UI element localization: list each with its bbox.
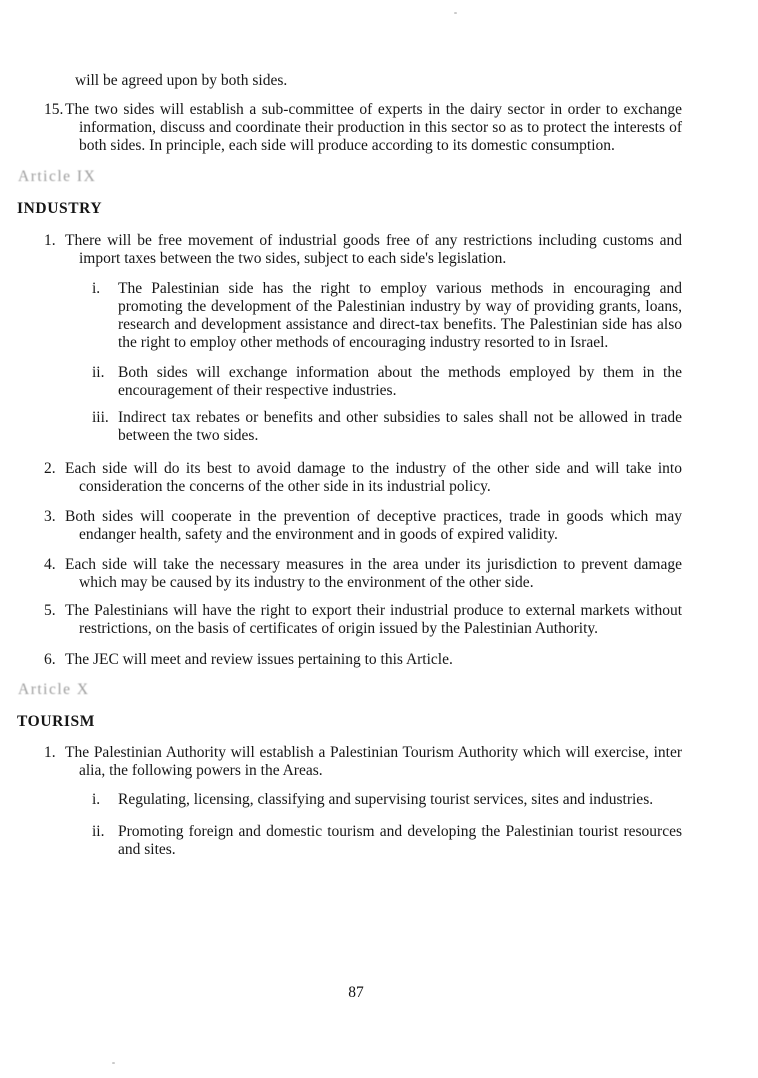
item-marker: 1. <box>44 232 56 249</box>
tourism-item-1 <box>44 744 682 780</box>
item-text: Regulating, licensing, classifying and supervising tourist services, sites and industries. <box>118 791 654 808</box>
item-marker: ii. <box>92 823 105 840</box>
page-number: 87 <box>348 984 364 1001</box>
industry-item-5 <box>44 602 682 638</box>
item-text: Promoting foreign and domestic tourism and developing the Palestinian tourist resources and sites. <box>118 823 682 858</box>
item-marker: ii. <box>92 364 105 381</box>
item-marker: 4. <box>44 556 56 573</box>
item-marker: 2. <box>44 460 56 477</box>
industry-item-4 <box>44 556 682 592</box>
industry-item-3 <box>44 508 682 544</box>
item-marker: i. <box>92 280 101 297</box>
industry-item-6 <box>44 651 682 669</box>
heading-industry: INDUSTRY <box>17 200 103 217</box>
item-text: Both sides will exchange information about the methods employed by them in the encouragement of their respective industries. <box>118 364 682 399</box>
scan-speck <box>454 12 457 14</box>
article-ix-label: Article IX <box>18 168 97 185</box>
industry-item-1-sub-i <box>92 280 682 352</box>
item-marker: 5. <box>44 602 56 619</box>
paragraph-continuation: will be agreed upon by both sides. <box>75 72 288 89</box>
item-marker: 3. <box>44 508 56 525</box>
list-item-15 <box>44 101 682 155</box>
tourism-item-1-sub-ii <box>92 823 682 859</box>
industry-item-2 <box>44 460 682 496</box>
item-marker: iii. <box>92 409 109 426</box>
item-text: Each side will take the necessary measures in the area under its jurisdiction to prevent damage which may be caused by its industry to the environment of the other side. <box>65 556 682 591</box>
item-text: The Palestinian Authority will establish a Palestinian Tourism Authority which will exercise, inter alia, the following powers in the Areas. <box>65 744 682 779</box>
item-text: Each side will do its best to avoid damage to the industry of the other side and will take into consideration the concerns of the other side in its industrial policy. <box>65 460 682 495</box>
item-text: The Palestinian side has the right to employ various methods in encouraging and promoting the development of the Palestinian industry by way of providing grants, loans, research and development assistance and direct-tax benefits. The Palestinian side has also the right to employ other methods of encouraging industry resorted to in Israel. <box>118 280 682 351</box>
item-marker: i. <box>92 791 101 808</box>
page-content <box>0 72 682 859</box>
item-marker: 6. <box>44 651 56 668</box>
item-text: The Palestinians will have the right to export their industrial produce to external markets without restrictions, on the basis of certificates of origin issued by the Palestinian Authority. <box>65 602 682 637</box>
item-text: The two sides will establish a sub-committee of experts in the dairy sector in order to exchange information, discuss and coordinate their production in this sector so as to protect the interests of both sides. In principle, each side will produce according to its domestic consumption. <box>65 101 682 154</box>
item-text: The JEC will meet and review issues pertaining to this Article. <box>65 651 453 668</box>
industry-item-1-sub-iii <box>92 409 682 445</box>
industry-item-1-sub-ii <box>92 364 682 400</box>
item-marker: 1. <box>44 744 56 761</box>
scan-speck <box>112 1062 115 1064</box>
heading-tourism: TOURISM <box>17 713 95 730</box>
industry-item-1 <box>44 232 682 268</box>
tourism-item-1-sub-i <box>92 791 682 809</box>
article-x-label: Article X <box>18 681 90 698</box>
item-marker: 15. <box>44 101 64 118</box>
item-text: Both sides will cooperate in the prevention of deceptive practices, trade in goods which may endanger health, safety and the environment and in goods of expired validity. <box>65 508 682 543</box>
item-text: There will be free movement of industrial goods free of any restrictions including customs and import taxes between the two sides, subject to each side's legislation. <box>65 232 682 267</box>
item-text: Indirect tax rebates or benefits and other subsidies to sales shall not be allowed in trade between the two sides. <box>118 409 682 444</box>
